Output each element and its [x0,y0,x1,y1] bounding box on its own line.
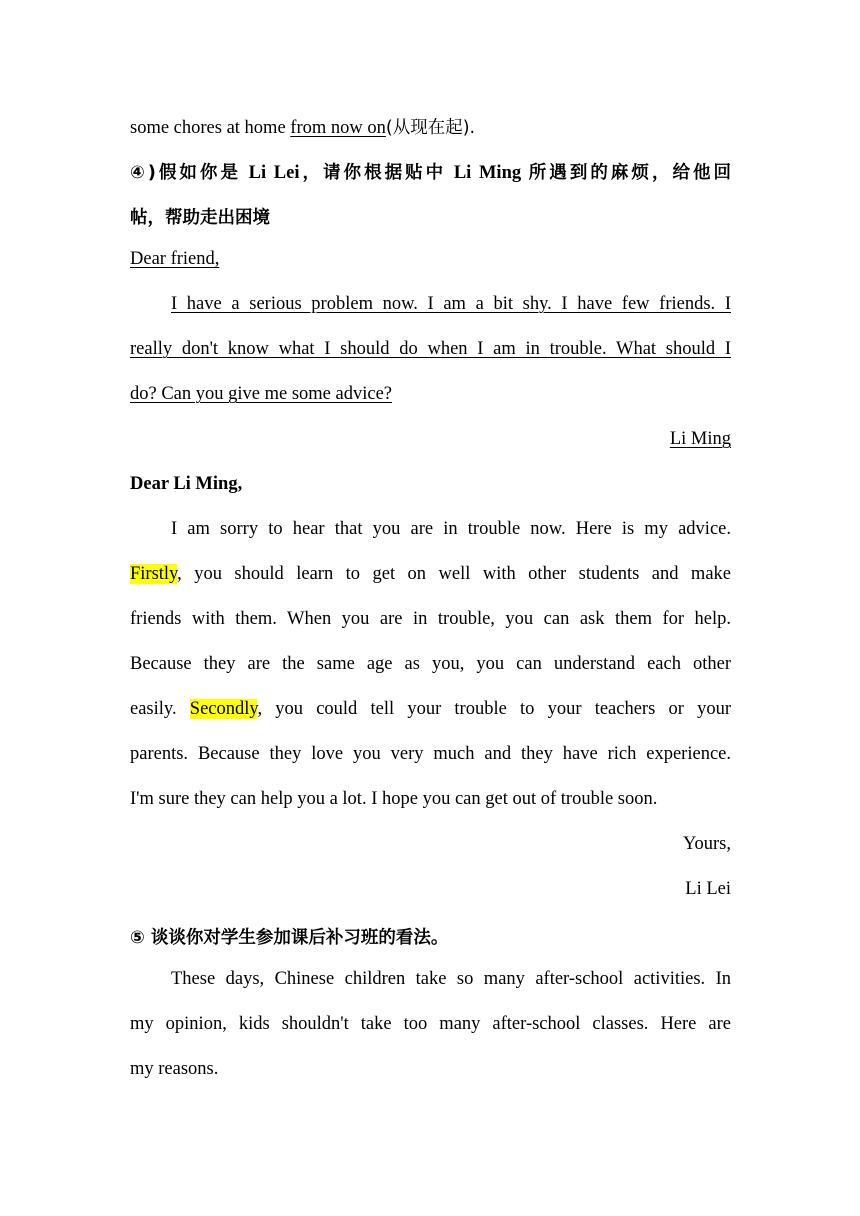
intro-underlined-phrase: from now on [290,118,386,138]
letter2-greeting: Dear Li Ming, [130,474,243,494]
task4-text-mid: ，请你根据贴中 [299,163,447,183]
task4-number: ④)假如你是 [130,163,241,183]
letter1-line [130,294,731,315]
letter2-line-rest: , you could tell your trouble to your teachers or your [257,699,732,719]
task5-heading: ⑤ 谈谈你对学生参加课后补习班的看法。 [130,928,449,948]
letter2-line-pre: easily. [130,699,190,719]
letter2-line: Because they are the same age as you, you can understand each other [130,654,731,674]
letter1-greeting [130,249,731,270]
intro-prefix: some chores at home [130,118,291,138]
letter2-line: I'm sure they can help you a lot. I hope you can get out of trouble soon. [130,789,658,809]
intro-line [130,114,731,139]
letter2-line [130,564,731,585]
letter2-closing: Yours, [683,834,731,854]
letter2-signature: Li Lei [685,879,731,899]
highlight-secondly: Secondly [189,699,258,719]
intro-suffix: (从现在起). [385,118,476,138]
letter1-line-text: really don't know what I should do when I am in trouble. What should I [130,339,731,359]
letter1-line-text: I have a serious problem now. I am a bit shy. I have few friends. I [171,294,731,314]
letter1-signature-text: Li Ming [669,429,731,449]
letter2-line-rest: , you should learn to get on well with other students and make [177,564,731,584]
highlight-firstly: Firstly [130,564,178,584]
task4-name-li-lei: Li Lei [248,163,300,183]
letter1-line [130,384,731,405]
task4-text-end: 所遇到的麻烦，给他回 [528,163,732,183]
letter1-greeting-text: Dear friend, [130,249,220,269]
task4-name-li-ming: Li Ming [453,163,522,183]
task5-line: my reasons. [130,1059,219,1079]
letter1-signature [130,429,731,450]
letter1-line-text: do? Can you give me some advice? [130,384,392,404]
task4-heading-line1 [130,159,731,184]
letter2-line: friends with them. When you are in trouble, you can ask them for help. [130,609,731,629]
letter2-line: parents. Because they love you very much and they have rich experience. [130,744,731,764]
letter1-line [130,339,731,360]
letter2-line: I am sorry to hear that you are in trouble now. Here is my advice. [171,519,731,539]
task4-heading-line2: 帖，帮助走出困境 [130,208,270,228]
task5-line: my opinion, kids shouldn't take too many after-school classes. Here are [130,1014,731,1034]
task5-line: These days, Chinese children take so many after-school activities. In [171,969,731,989]
letter2-line [130,699,731,720]
